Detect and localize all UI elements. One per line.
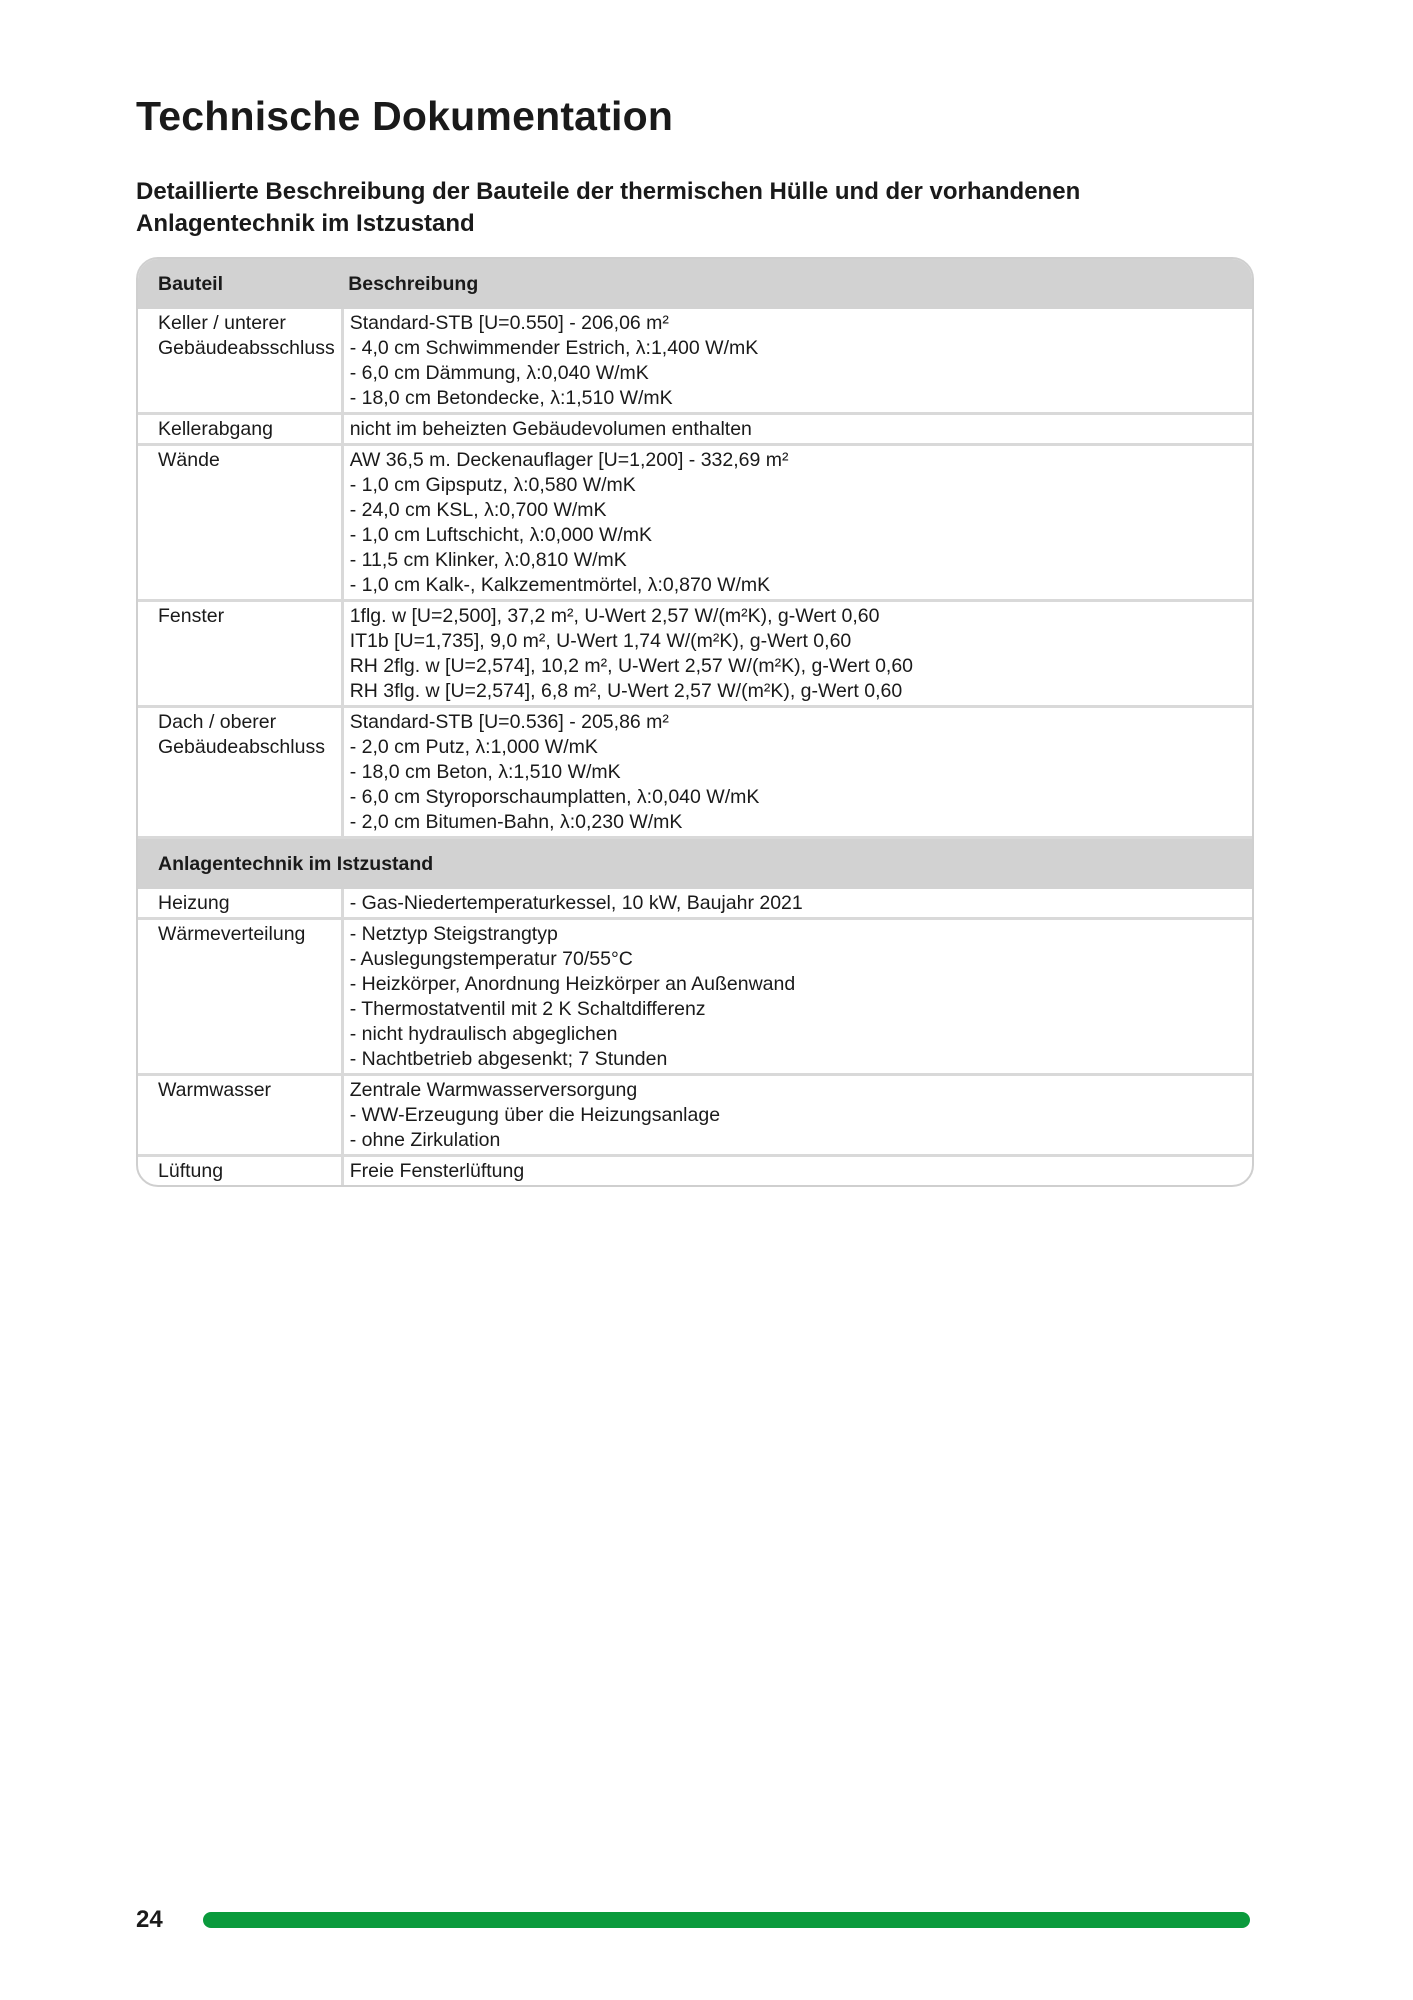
beschreibung-cell xyxy=(342,1075,1252,1156)
bauteil-cell xyxy=(138,309,342,414)
beschreibung-cell xyxy=(342,889,1252,919)
beschreibung-line: - 1,0 cm Kalk-, Kalkzementmörtel, λ:0,870 W/mK xyxy=(349,574,771,596)
beschreibung-line: - WW-Erzeugung über die Heizungsanlage xyxy=(349,1104,721,1126)
beschreibung-line: - Netztyp Steigstrangtyp xyxy=(349,923,558,945)
section-heading-row xyxy=(138,838,1252,890)
page-number: 24 xyxy=(136,1906,163,1933)
table-row xyxy=(138,889,1252,919)
bauteil-label: Lüftung xyxy=(158,1160,224,1182)
beschreibung-line: 1flg. w [U=2,500], 37,2 m², U-Wert 2,57 W/(m²K), g-Wert 0,60 xyxy=(349,605,880,627)
beschreibung-cell xyxy=(342,445,1252,601)
beschreibung-line: - Auslegungstemperatur 70/55°C xyxy=(349,948,633,970)
beschreibung-line: - 24,0 cm KSL, λ:0,700 W/mK xyxy=(349,499,607,521)
bauteil-label: Wände xyxy=(158,449,220,471)
bauteil-label: Dach / oberer xyxy=(158,711,277,733)
beschreibung-cell xyxy=(342,309,1252,414)
beschreibung-line: - Heizkörper, Anordnung Heizkörper an Außenwand xyxy=(349,973,796,995)
beschreibung-line: - 4,0 cm Schwimmender Estrich, λ:1,400 W/mK xyxy=(349,337,759,359)
beschreibung-line: - 18,0 cm Beton, λ:1,510 W/mK xyxy=(349,761,621,783)
beschreibung-line: - nicht hydraulisch abgeglichen xyxy=(349,1023,618,1045)
anlagen-body xyxy=(138,889,1252,1185)
bauteil-label: Fenster xyxy=(158,605,225,627)
beschreibung-line: Standard-STB [U=0.536] - 205,86 m² xyxy=(349,711,669,733)
bauteil-label: Keller / unterer xyxy=(158,312,286,334)
beschreibung-line: Standard-STB [U=0.550] - 206,06 m² xyxy=(349,312,669,334)
beschreibung-line: - 2,0 cm Bitumen-Bahn, λ:0,230 W/mK xyxy=(349,811,683,833)
table-row xyxy=(138,601,1252,707)
page-title: Technische Dokumentation xyxy=(136,93,674,139)
table-row xyxy=(138,707,1252,838)
beschreibung-cell xyxy=(342,1156,1252,1186)
beschreibung-cell xyxy=(342,919,1252,1075)
beschreibung-line: - 6,0 cm Styroporschaumplatten, λ:0,040 W/mK xyxy=(349,786,760,808)
beschreibung-line: AW 36,5 m. Deckenauflager [U=1,200] - 332,69 m² xyxy=(349,449,789,471)
header-bauteil: Bauteil xyxy=(138,259,342,309)
beschreibung-line: Freie Fensterlüftung xyxy=(349,1160,525,1182)
section-subtitle: Detaillierte Beschreibung der Bauteile der thermischen Hülle und der vorhandenen Anlagentechnik im Istzustand xyxy=(136,178,1081,237)
bauteil-label: Wärmeverteilung xyxy=(158,923,306,945)
beschreibung-line: RH 3flg. w [U=2,574], 6,8 m², U-Wert 2,57 W/(m²K), g-Wert 0,60 xyxy=(349,680,903,702)
table-row xyxy=(138,309,1252,414)
beschreibung-line: RH 2flg. w [U=2,574], 10,2 m², U-Wert 2,57 W/(m²K), g-Wert 0,60 xyxy=(349,655,914,677)
beschreibung-line: - 1,0 cm Gipsputz, λ:0,580 W/mK xyxy=(349,474,636,496)
beschreibung-line: - ohne Zirkulation xyxy=(349,1129,501,1151)
beschreibung-line: nicht im beheizten Gebäudevolumen enthalten xyxy=(349,418,752,440)
beschreibung-cell xyxy=(342,601,1252,707)
beschreibung-line: - Gas-Niedertemperaturkessel, 10 kW, Baujahr 2021 xyxy=(349,892,803,914)
beschreibung-line: - 2,0 cm Putz, λ:1,000 W/mK xyxy=(349,736,598,758)
bauteil-cell xyxy=(138,414,342,445)
section-heading: Anlagentechnik im Istzustand xyxy=(138,838,1252,890)
beschreibung-line: - Thermostatventil mit 2 K Schaltdifferenz xyxy=(349,998,706,1020)
anlagen-section xyxy=(138,838,1252,890)
beschreibung-line: IT1b [U=1,735], 9,0 m², U-Wert 1,74 W/(m²K), g-Wert 0,60 xyxy=(349,630,852,652)
bauteil-label: Heizung xyxy=(158,892,230,914)
bauteil-label: Kellerabgang xyxy=(158,418,273,440)
beschreibung-line: - 1,0 cm Luftschicht, λ:0,000 W/mK xyxy=(349,524,653,546)
table-row xyxy=(138,445,1252,601)
beschreibung-line: - 11,5 cm Klinker, λ:0,810 W/mK xyxy=(349,549,627,571)
bauteil-cell xyxy=(138,889,342,919)
beschreibung-line: - 6,0 cm Dämmung, λ:0,040 W/mK xyxy=(349,362,649,384)
table-row xyxy=(138,1156,1252,1186)
beschreibung-line: - Nachtbetrieb abgesenkt; 7 Stunden xyxy=(349,1048,668,1070)
bauteil-cell xyxy=(138,1075,342,1156)
table-row xyxy=(138,919,1252,1075)
building-components-table xyxy=(136,257,1254,1187)
bauteil-cell xyxy=(138,1156,342,1186)
beschreibung-cell xyxy=(342,414,1252,445)
bauteil-cell xyxy=(138,445,342,601)
bauteil-label: Gebäudeabsschluss xyxy=(158,337,335,359)
footer-accent-bar xyxy=(203,1912,1250,1928)
bauteil-cell xyxy=(138,919,342,1075)
table-row xyxy=(138,1075,1252,1156)
bauteil-cell xyxy=(138,601,342,707)
beschreibung-line: Zentrale Warmwasserversorgung xyxy=(349,1079,638,1101)
bauteil-label: Warmwasser xyxy=(158,1079,272,1101)
header-beschreibung: Beschreibung xyxy=(342,259,1252,309)
components-table xyxy=(138,259,1252,1185)
table-header-row xyxy=(138,259,1252,309)
beschreibung-line: - 18,0 cm Betondecke, λ:1,510 W/mK xyxy=(349,387,673,409)
beschreibung-cell xyxy=(342,707,1252,838)
bauteil-cell xyxy=(138,707,342,838)
bauteil-label: Gebäudeabschluss xyxy=(158,736,325,758)
bauteile-body xyxy=(138,309,1252,838)
table-row xyxy=(138,414,1252,445)
